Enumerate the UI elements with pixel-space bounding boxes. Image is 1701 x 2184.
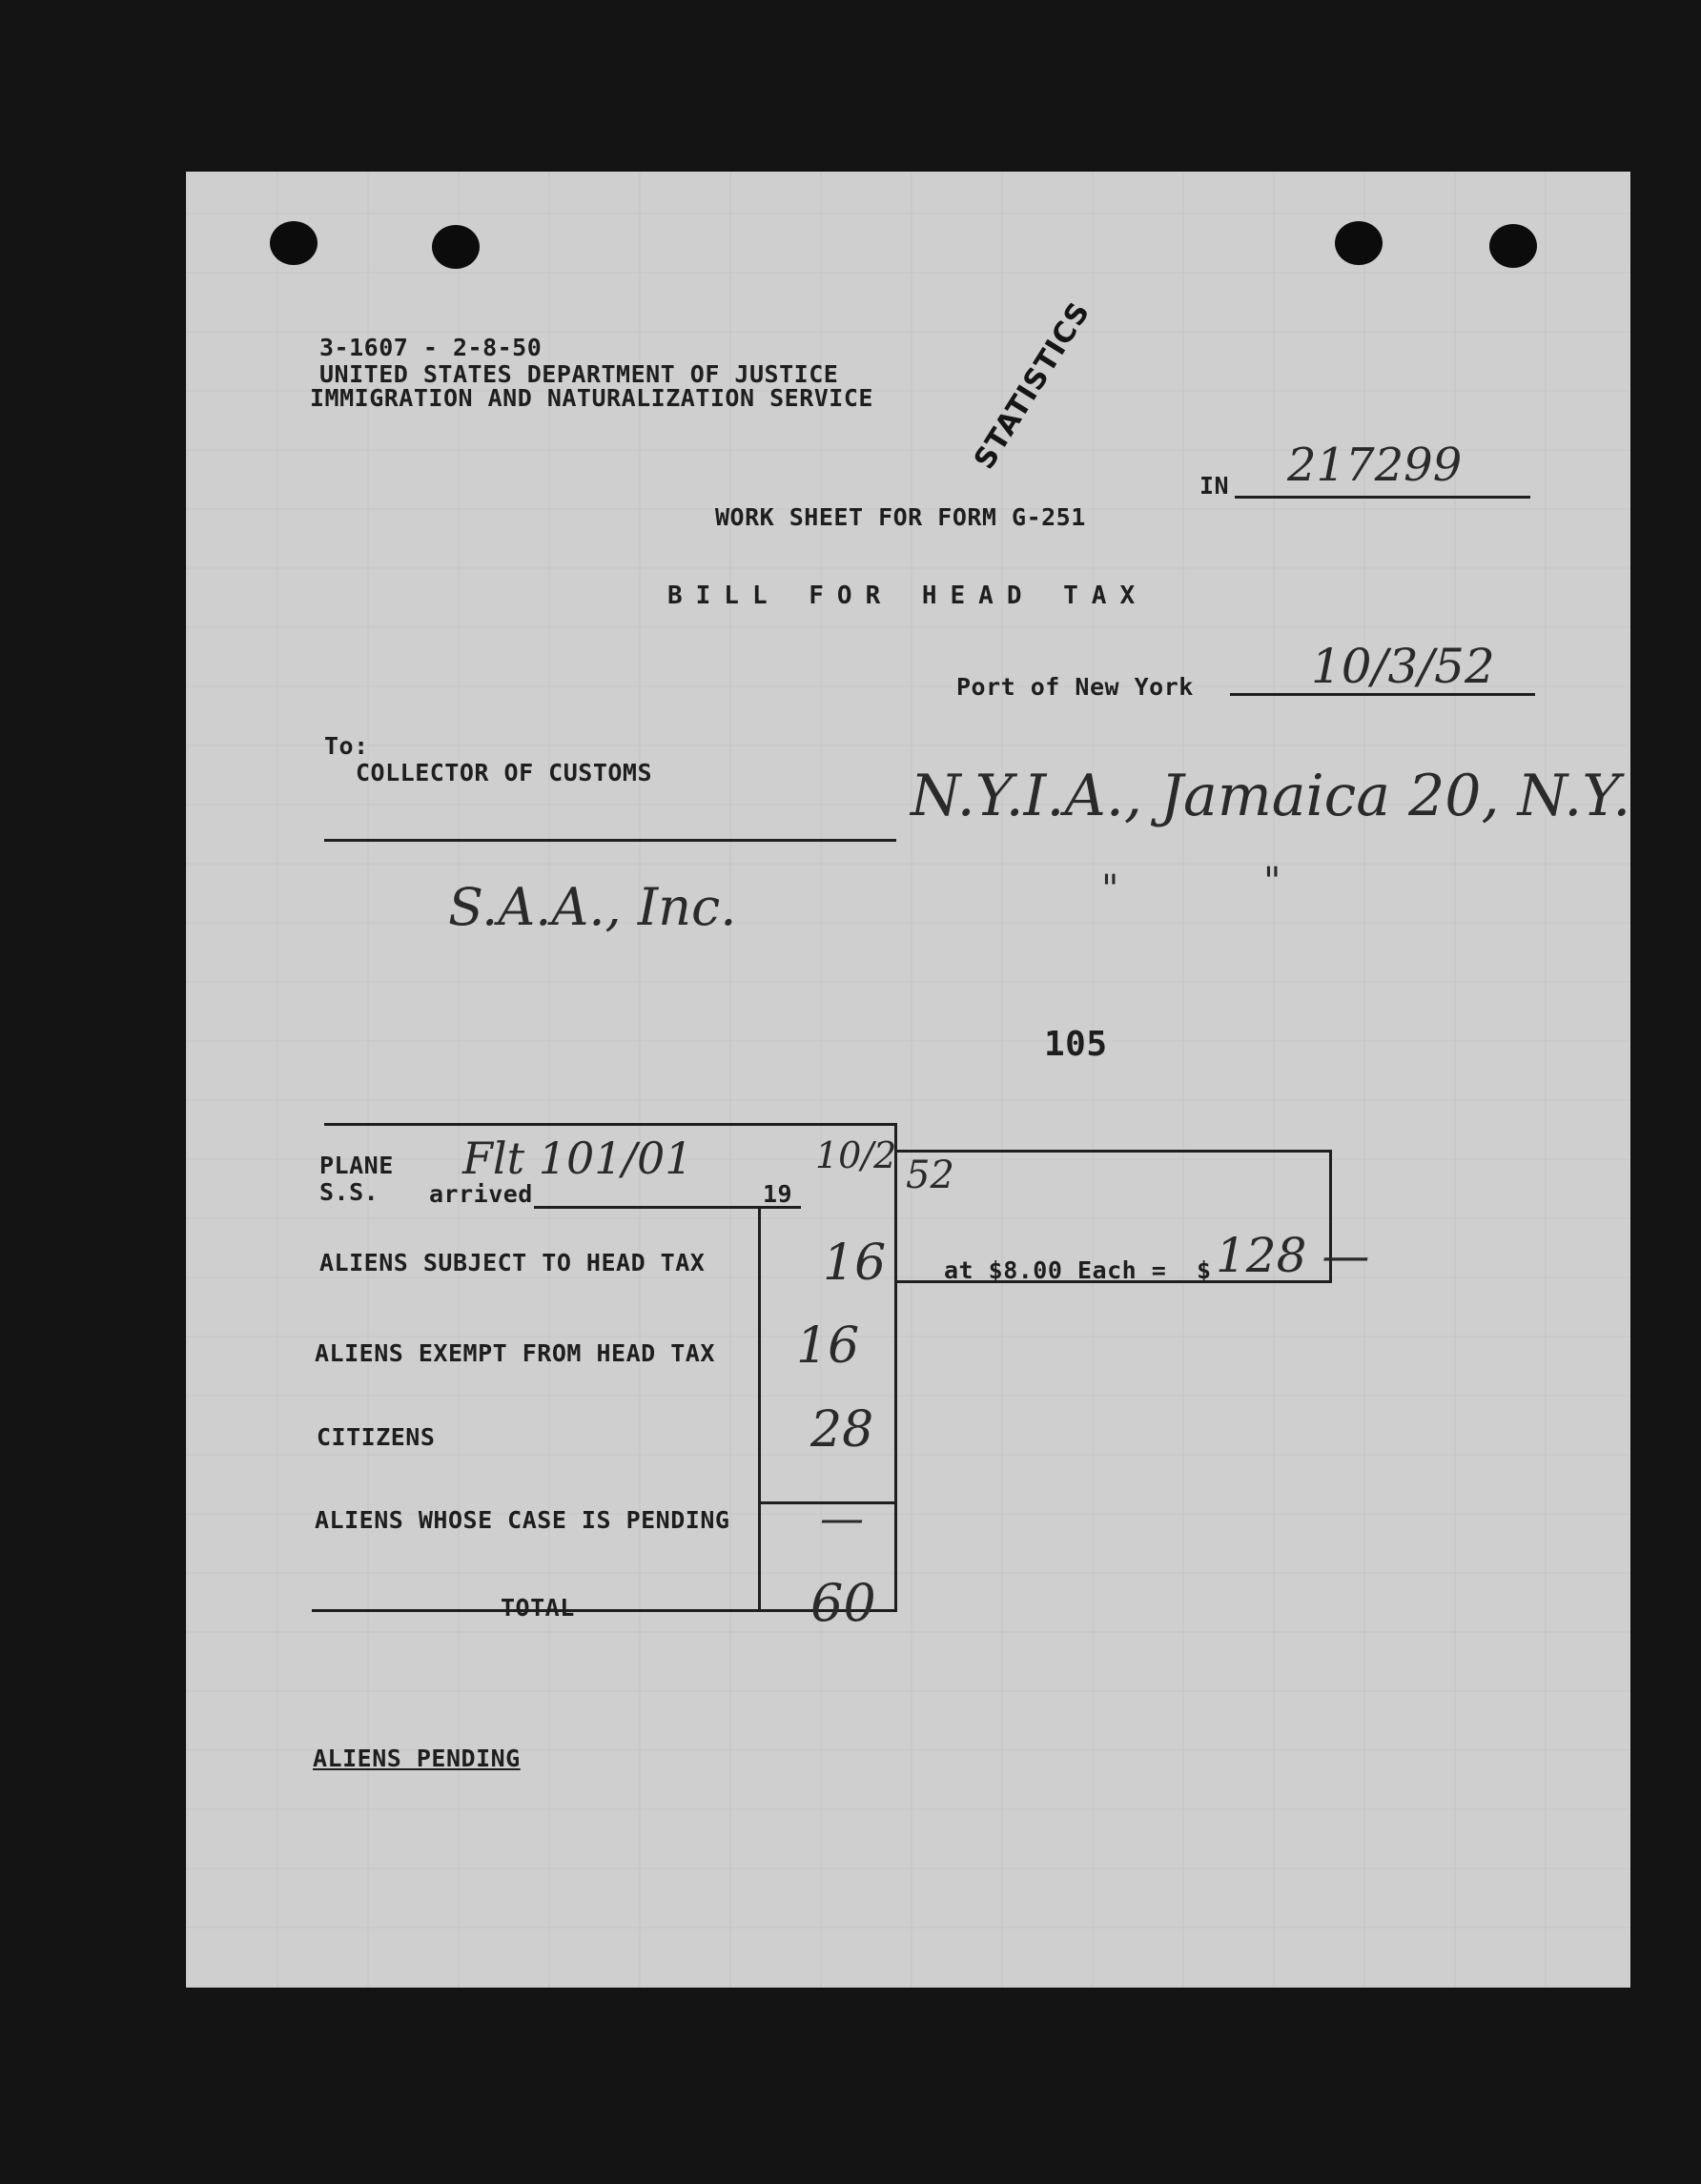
to-label: To: — [324, 732, 369, 760]
punch-hole — [1489, 224, 1537, 268]
row-label-subject: ALIENS SUBJECT TO HEAD TAX — [319, 1249, 706, 1276]
row-label-citizens: CITIZENS — [317, 1423, 436, 1451]
values-left-border — [758, 1206, 761, 1611]
row-value-pending: — — [820, 1492, 864, 1543]
table-top-line — [324, 1123, 896, 1126]
ditto-mark-1: " — [1101, 867, 1119, 911]
in-number-underline — [1235, 496, 1530, 499]
department-line: UNITED STATES DEPARTMENT OF JUSTICE — [319, 360, 839, 388]
table-bottom-line — [312, 1609, 897, 1612]
to-recipient: COLLECTOR OF CUSTOMS — [356, 759, 653, 786]
arrival-year: 52 — [906, 1153, 954, 1197]
service-line: IMMIGRATION AND NATURALIZATION SERVICE — [310, 384, 873, 412]
rate-box-top — [894, 1150, 1331, 1153]
bill-title: BILL FOR HEAD TAX — [667, 582, 1149, 610]
punch-hole — [432, 225, 480, 269]
rate-text: at $8.00 Each = — [944, 1256, 1167, 1284]
document-page — [186, 172, 1630, 1988]
row-value-exempt: 16 — [796, 1317, 860, 1375]
page-number: 105 — [1044, 1025, 1108, 1064]
aliens-pending-heading: ALIENS PENDING — [313, 1745, 521, 1772]
statistics-stamp: STATISTICS — [968, 296, 1097, 476]
row-label-exempt: ALIENS EXEMPT FROM HEAD TAX — [315, 1339, 715, 1367]
rate-dollar-sign: $ — [1197, 1256, 1212, 1284]
row-label-pending: ALIENS WHOSE CASE IS PENDING — [315, 1506, 730, 1534]
worksheet-title: WORK SHEET FOR FORM G-251 — [715, 503, 1086, 531]
arrival-date: 10/2 — [815, 1134, 897, 1176]
port-label: Port of New York — [956, 673, 1194, 701]
year-prefix: 19 — [763, 1180, 793, 1208]
to-underline — [324, 839, 896, 842]
flight-number: Flt 101/01 — [462, 1133, 693, 1184]
in-label: IN — [1199, 472, 1230, 500]
port-date: 10/3/52 — [1311, 639, 1495, 694]
arrived-label: arrived — [429, 1180, 533, 1208]
rate-amount: 128 — — [1216, 1228, 1370, 1283]
form-code: 3-1607 - 2-8-50 — [319, 334, 543, 361]
ss-label: S.S. — [319, 1178, 379, 1206]
row-value-citizens: 28 — [810, 1401, 874, 1459]
punch-hole — [270, 221, 318, 265]
total-label: TOTAL — [501, 1594, 575, 1622]
handwritten-company: S.A.A., Inc. — [448, 877, 737, 937]
table-right-border — [894, 1123, 897, 1611]
ditto-mark-2: " — [1263, 860, 1281, 904]
arrived-underline — [534, 1206, 801, 1209]
plane-label: PLANE — [319, 1152, 394, 1179]
in-number-value: 217299 — [1287, 439, 1463, 492]
punch-hole — [1335, 221, 1383, 265]
total-value: 60 — [810, 1573, 876, 1633]
handwritten-location: N.Y.I.A., Jamaica 20, N.Y. — [911, 763, 1631, 829]
row-value-subject: 16 — [823, 1235, 887, 1292]
